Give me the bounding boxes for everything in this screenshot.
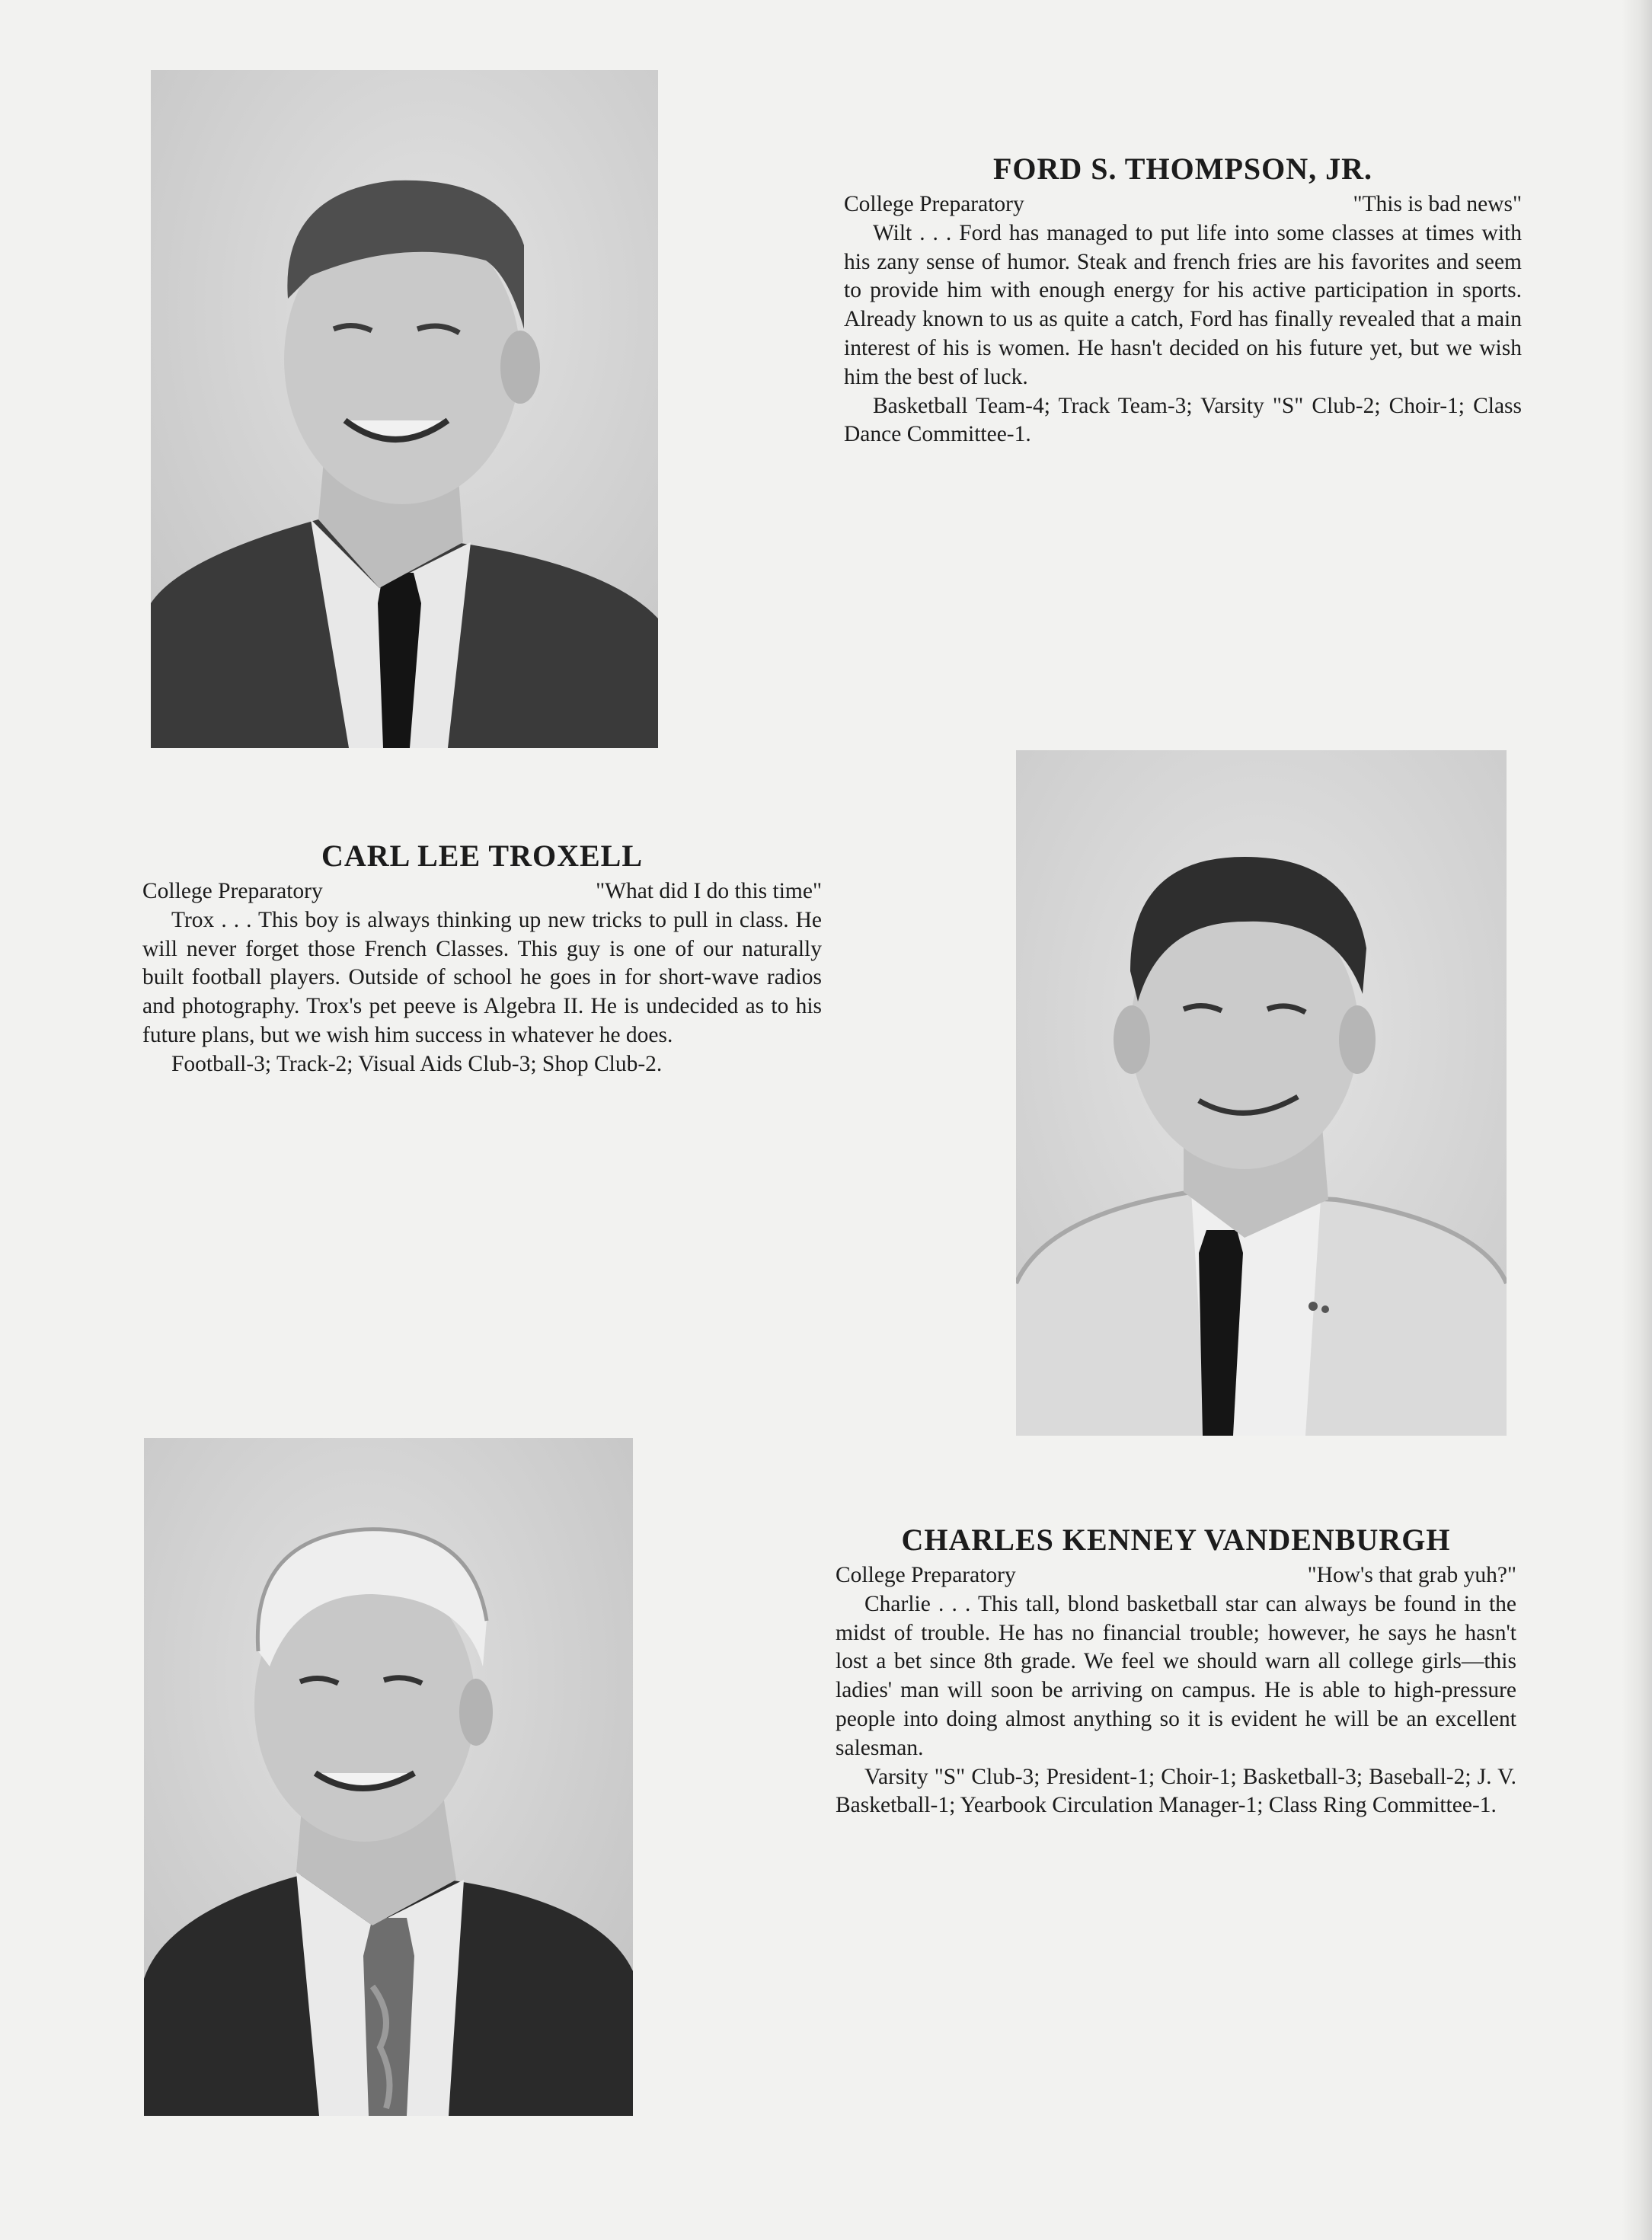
course-label: College Preparatory xyxy=(836,1563,1016,1587)
page-edge-shadow xyxy=(1622,0,1652,2240)
student-name: CARL LEE TROXELL xyxy=(321,839,644,873)
student-entry-troxell xyxy=(142,838,822,1079)
student-activities: Varsity "S" Club-3; President-1; Choir-1; Basketball-3; Baseball-2; J. V. Basketball-1; Yearbook Circulation Manager-1; Class Ring Committee-1. xyxy=(836,1764,1516,1818)
student-entry-vandenburgh xyxy=(836,1522,1516,1820)
student-name: CHARLES KENNEY VANDENBURGH xyxy=(901,1523,1451,1557)
student-activities: Football-3; Track-2; Visual Aids Club-3; Shop Club-2. xyxy=(171,1051,663,1076)
course-quote-row xyxy=(142,877,822,906)
portrait-photo-vandenburgh xyxy=(144,1438,633,2116)
course-label: College Preparatory xyxy=(142,879,323,903)
student-entry-thompson xyxy=(844,151,1522,449)
student-name: FORD S. THOMPSON, JR. xyxy=(992,152,1373,186)
student-quote: "This is bad news" xyxy=(1353,192,1522,216)
student-bio: Trox . . . This boy is always thinking up new tricks to pull in class. He will never forget those French Classes. This guy is one of our naturally built football players. Outside of school he goes in for short-wave radios and photography. Trox's pet peeve is Algebra II. He is undecided as to his future plans, but we wish him success in whatever he does. xyxy=(142,907,822,1047)
student-activities: Basketball Team-4; Track Team-3; Varsity "S" Club-2; Choir-1; Class Dance Committee-1. xyxy=(844,393,1522,447)
student-bio: Charlie . . . This tall, blond basketball star can always be found in the midst of trouble. He has no financial trouble; however, he says he hasn't lost a bet since 8th grade. We feel we should warn all college girls—this ladies' man will soon be arriving on campus. He is able to high-pressure people into doing almost anything so it is evident he will be an excellent salesman. xyxy=(836,1591,1516,1760)
student-bio: Wilt . . . Ford has managed to put life into some classes at times with his zany sense of humor. Steak and french fries are his favorites and seem to provide him with enough energy for his active participation in sports. Already known to us as quite a catch, Ford has finally revealed that a main interest of his is women. He hasn't decided on his future yet, but we wish him the best of luck. xyxy=(844,220,1522,389)
portrait-photo-thompson xyxy=(151,70,658,748)
student-quote: "How's that grab yuh?" xyxy=(1307,1563,1516,1587)
student-quote: "What did I do this time" xyxy=(596,879,822,903)
course-label: College Preparatory xyxy=(844,192,1024,216)
portrait-photo-troxell xyxy=(1016,750,1507,1436)
course-quote-row xyxy=(844,190,1522,219)
course-quote-row xyxy=(836,1561,1516,1590)
